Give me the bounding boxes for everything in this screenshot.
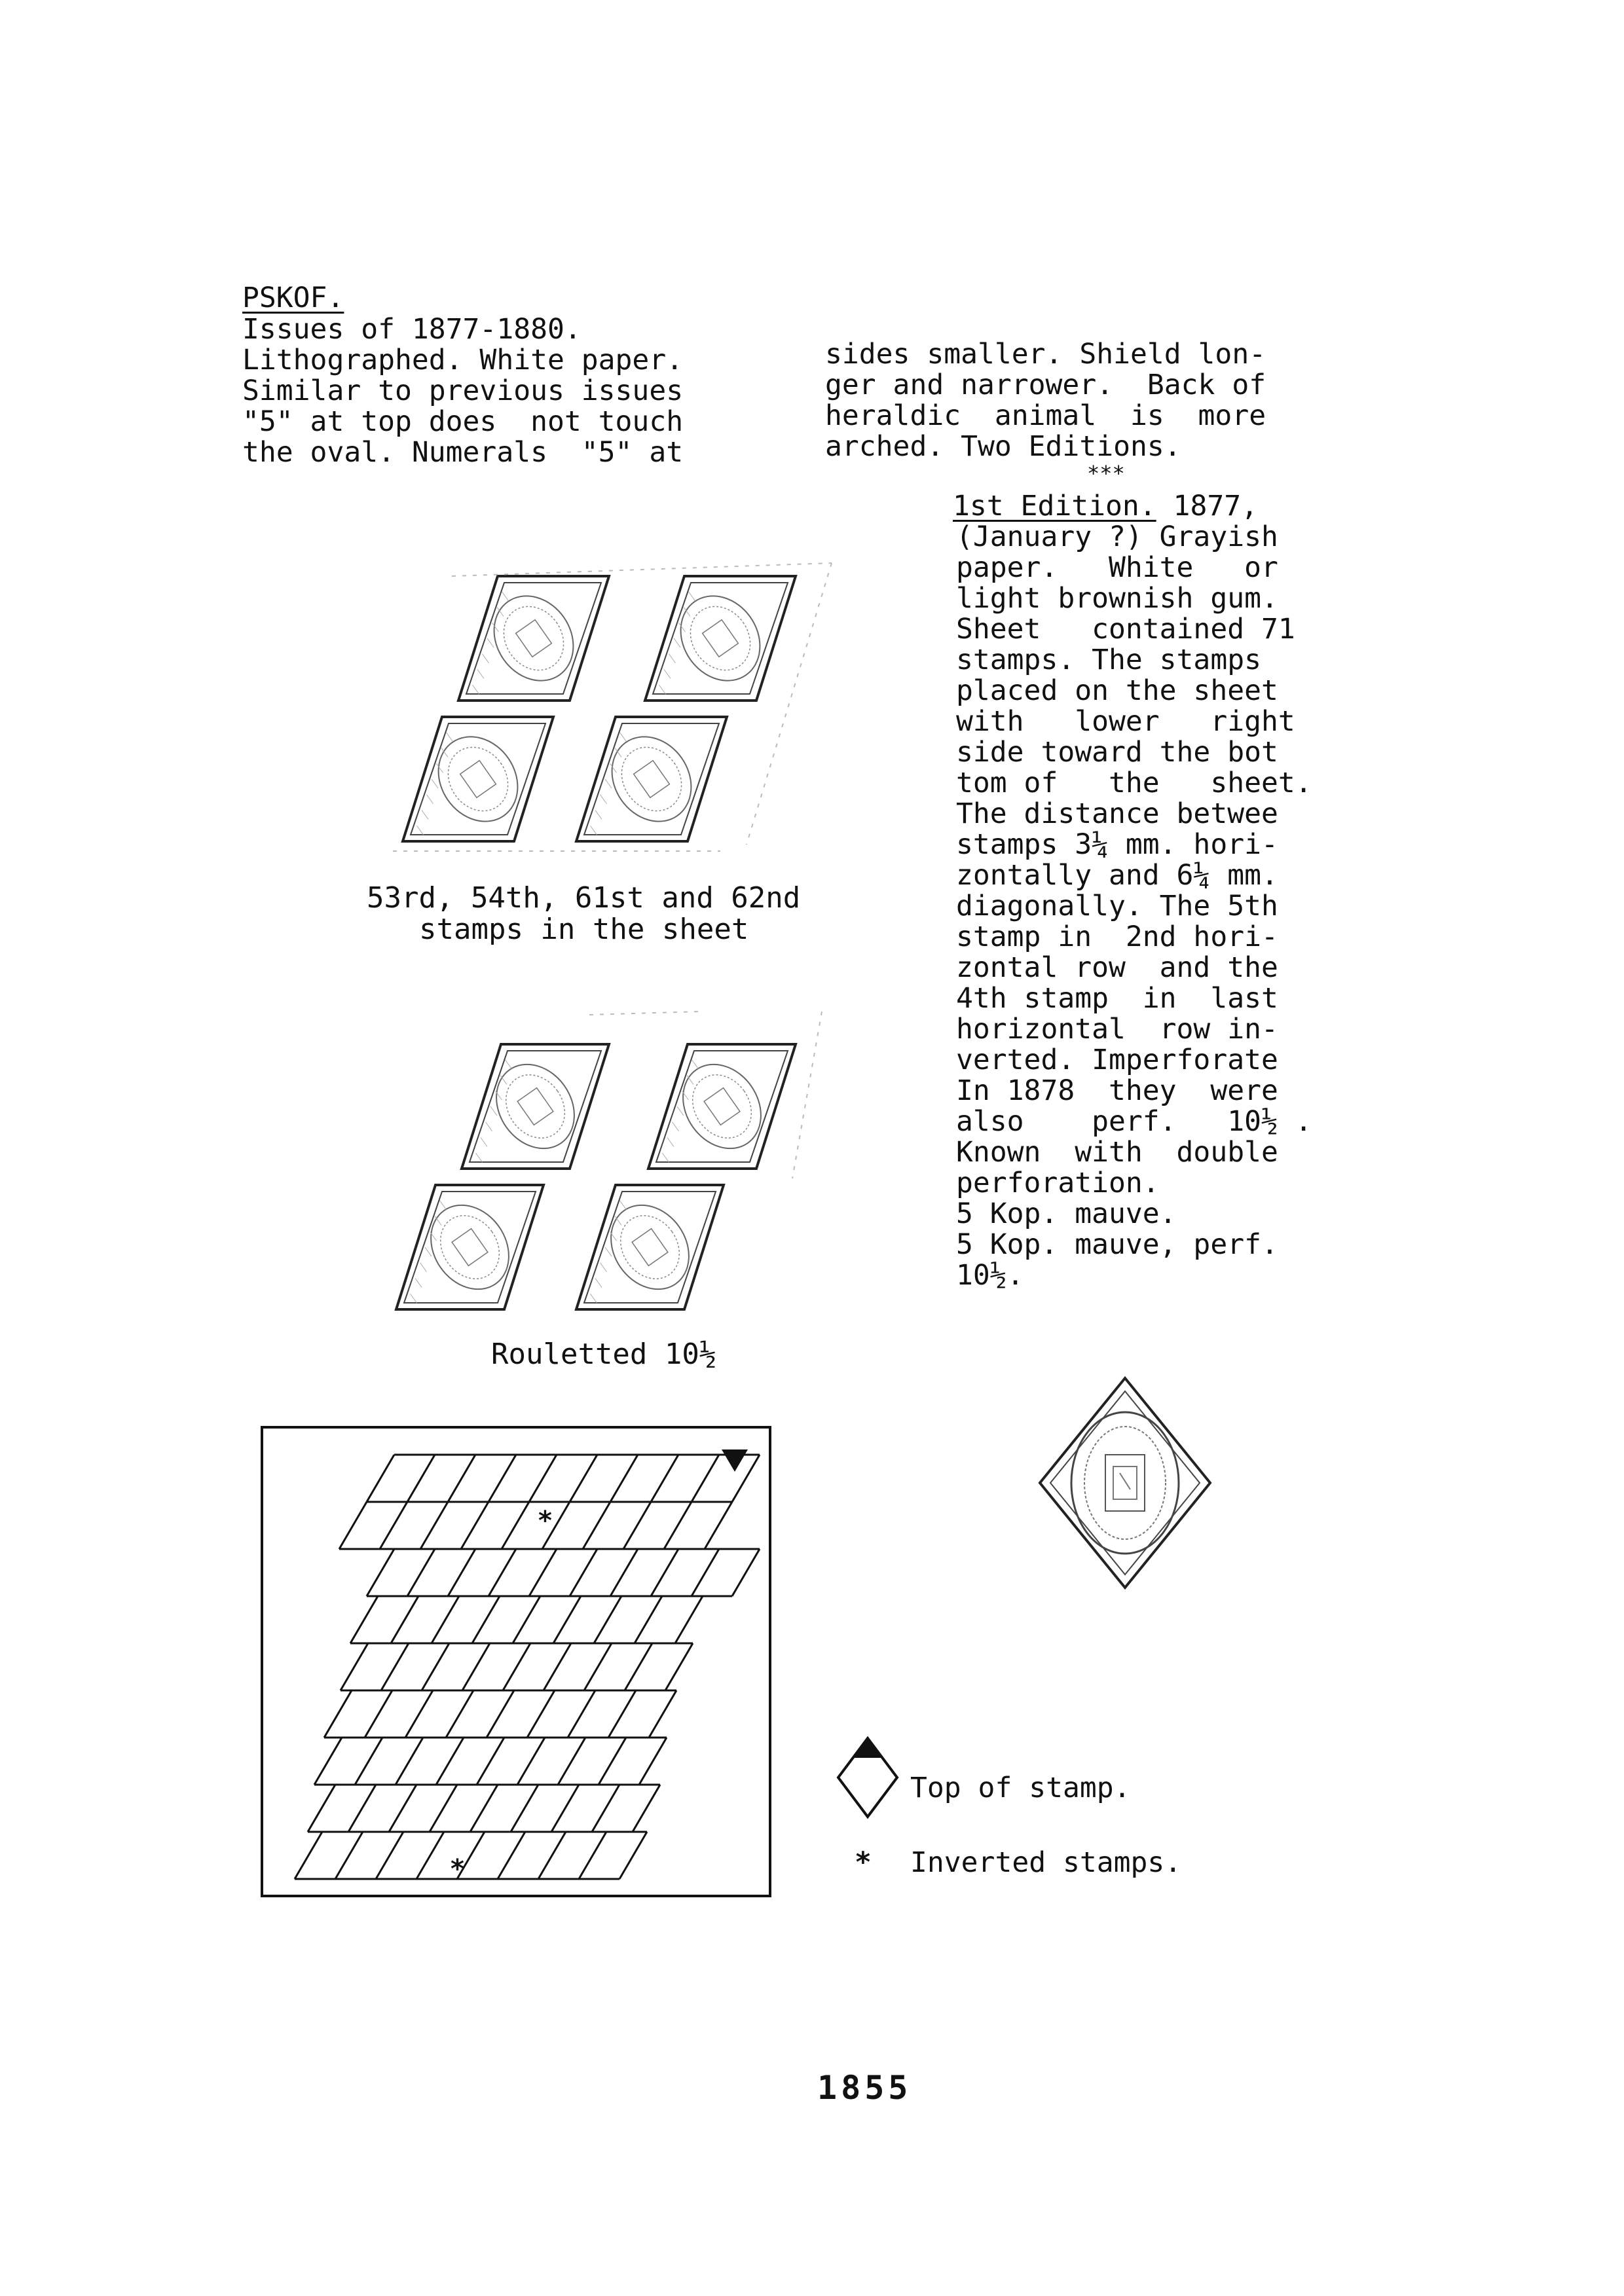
- right-col-line: sides smaller. Shield lon-: [825, 338, 1266, 371]
- edition-line: stamp in 2nd hori-: [956, 920, 1278, 953]
- left-col-line: the oval. Numerals "5" at: [242, 436, 684, 469]
- edition-line: 4th stamp in last: [956, 982, 1278, 1015]
- page-heading: PSKOF.: [242, 282, 344, 314]
- top-of-stamp-icon: [832, 1735, 904, 1833]
- edition-line: paper. White or: [956, 551, 1278, 584]
- edition-line: Known with double: [956, 1136, 1278, 1169]
- edition-line: stamps. The stamps: [956, 644, 1261, 676]
- edition-line: with lower right: [956, 705, 1295, 738]
- right-col-line: arched. Two Editions.: [825, 430, 1181, 463]
- edition-line: 5 Kop. mauve, perf.: [956, 1228, 1278, 1261]
- edition-line: 10½.: [956, 1259, 1024, 1292]
- section-stars: ***: [1087, 461, 1125, 486]
- edition-line: stamps 3¼ mm. hori-: [956, 828, 1278, 861]
- edition-line: tom of the sheet.: [956, 767, 1312, 799]
- edition-line: light brownish gum.: [956, 582, 1278, 615]
- edition-line: perforation.: [956, 1167, 1160, 1199]
- diamond-stamp: [1040, 1378, 1210, 1588]
- caption-line: 53rd, 54th, 61st and 62nd: [367, 881, 801, 915]
- edition-line: placed on the sheet: [956, 674, 1278, 707]
- caption-line: stamps in the sheet: [419, 913, 749, 946]
- edition-line: verted. Imperforate: [956, 1044, 1278, 1076]
- inverted-symbol: *: [855, 1846, 872, 1879]
- edition-line: horizontal row in-: [956, 1013, 1278, 1046]
- legend-top-label: Top of stamp.: [910, 1772, 1131, 1804]
- right-col-line: heraldic animal is more: [825, 399, 1266, 432]
- rouletted-caption: Rouletted 10½: [491, 1338, 717, 1371]
- left-col-line: Similar to previous issues: [242, 374, 684, 407]
- right-col-line: ger and narrower. Back of: [825, 369, 1266, 401]
- page-number: 1855: [817, 2069, 912, 2107]
- left-col-line: Issues of 1877-1880.: [242, 313, 581, 346]
- edition-line: (January ?) Grayish: [956, 520, 1278, 553]
- edition-line: Sheet contained 71: [956, 613, 1295, 646]
- edition-line: diagonally. The 5th: [956, 890, 1278, 922]
- left-col-line: Lithographed. White paper.: [242, 344, 684, 376]
- edition-year: 1877,: [1156, 490, 1259, 522]
- edition-line: 5 Kop. mauve.: [956, 1197, 1177, 1230]
- inverted-star: *: [538, 1506, 552, 1536]
- edition-line: zontally and 6¼ mm.: [956, 859, 1278, 892]
- edition-line: side toward the bot: [956, 736, 1278, 769]
- inverted-star: *: [451, 1854, 464, 1884]
- left-col-line: "5" at top does not touch: [242, 405, 684, 438]
- edition-line: In 1878 they were: [956, 1074, 1278, 1107]
- legend-inverted-label: Inverted stamps.: [910, 1846, 1182, 1879]
- edition-title: 1st Edition.: [953, 490, 1156, 522]
- edition-line: The distance betwee: [956, 797, 1278, 830]
- edition-line: zontal row and the: [956, 951, 1278, 984]
- edition-line: also perf. 10½ .: [956, 1105, 1312, 1138]
